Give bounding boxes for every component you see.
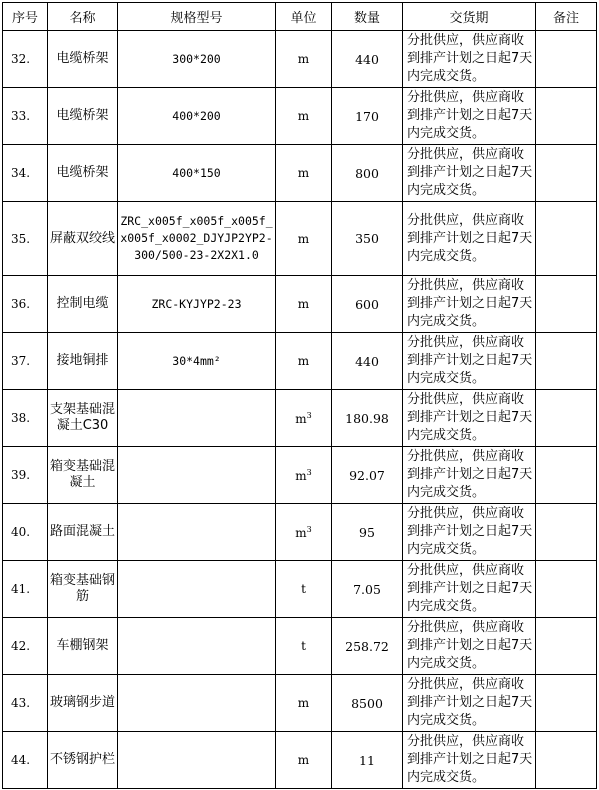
table-row	[3, 447, 597, 504]
cell-delivery: 分批供应，供应商收到排产计划之日起7天内完成交货。	[403, 390, 536, 447]
cell-unit	[276, 202, 332, 276]
cell-unit	[276, 447, 332, 504]
cell-seq: 42.	[3, 618, 48, 675]
cell-qty: 11	[332, 732, 403, 789]
cell-unit	[276, 561, 332, 618]
cell-seq: 40.	[3, 504, 48, 561]
cell-spec	[118, 561, 276, 618]
cell-note	[536, 675, 597, 732]
cell-spec	[118, 504, 276, 561]
cell-spec: 400*200	[118, 88, 276, 145]
table-row	[3, 88, 597, 145]
unit-text: m	[297, 231, 310, 246]
table-row	[3, 504, 597, 561]
table-row	[3, 732, 597, 789]
cell-qty: 440	[332, 31, 403, 88]
cell-name: 路面混凝土	[48, 504, 118, 561]
cell-note	[536, 561, 597, 618]
cell-delivery: 分批供应，供应商收到排产计划之日起7天内完成交货。	[403, 202, 536, 276]
cell-unit	[276, 88, 332, 145]
cell-spec: ZRC-KYJYP2-23	[118, 276, 276, 333]
cell-delivery: 分批供应，供应商收到排产计划之日起7天内完成交货。	[403, 31, 536, 88]
table-row	[3, 31, 597, 88]
header-note: 备注	[536, 3, 597, 31]
cell-spec	[118, 618, 276, 675]
cell-note	[536, 276, 597, 333]
unit-text: m	[297, 696, 310, 710]
cell-seq: 35.	[3, 202, 48, 276]
unit-text: m	[295, 411, 307, 426]
unit-text: m	[295, 525, 307, 540]
cell-spec: ZRC_x005f_x005f_x005f_x005f_x0002_DJYJP2YP2-300/500-23-2X2X1.0	[118, 202, 276, 276]
cell-seq: 43.	[3, 675, 48, 732]
cell-unit	[276, 732, 332, 789]
cell-name: 箱变基础钢筋	[48, 561, 118, 618]
cell-seq: 38.	[3, 390, 48, 447]
unit-text: m	[297, 52, 310, 66]
cell-name: 接地铜排	[48, 333, 118, 390]
cell-unit	[276, 390, 332, 447]
cell-seq: 36.	[3, 276, 48, 333]
table-row	[3, 276, 597, 333]
cell-seq: 41.	[3, 561, 48, 618]
cell-delivery: 分批供应，供应商收到排产计划之日起7天内完成交货。	[403, 447, 536, 504]
cell-note	[536, 390, 597, 447]
unit-superscript: 3	[306, 410, 312, 420]
table-row	[3, 618, 597, 675]
table-row	[3, 390, 597, 447]
cell-name: 电缆桥架	[48, 145, 118, 202]
cell-delivery: 分批供应，供应商收到排产计划之日起7天内完成交货。	[403, 675, 536, 732]
header-unit: 单位	[276, 3, 332, 31]
cell-qty: 7.05	[332, 561, 403, 618]
cell-qty: 800	[332, 145, 403, 202]
cell-note	[536, 732, 597, 789]
cell-spec	[118, 732, 276, 789]
cell-unit	[276, 333, 332, 390]
cell-delivery: 分批供应，供应商收到排产计划之日起7天内完成交货。	[403, 276, 536, 333]
table-body	[3, 31, 597, 789]
table-row	[3, 202, 597, 276]
cell-qty: 95	[332, 504, 403, 561]
cell-qty: 170	[332, 88, 403, 145]
cell-delivery: 分批供应，供应商收到排产计划之日起7天内完成交货。	[403, 732, 536, 789]
unit-text: m	[295, 468, 307, 483]
cell-seq: 32.	[3, 31, 48, 88]
cell-note	[536, 333, 597, 390]
unit-text: m	[297, 166, 310, 180]
cell-unit	[276, 276, 332, 333]
cell-seq: 33.	[3, 88, 48, 145]
cell-unit	[276, 618, 332, 675]
cell-note	[536, 202, 597, 276]
cell-name: 箱变基础混凝土	[48, 447, 118, 504]
unit-text: m	[297, 354, 310, 368]
cell-spec: 300*200	[118, 31, 276, 88]
unit-text: m	[297, 109, 310, 123]
header-name: 名称	[48, 3, 118, 31]
cell-qty: 350	[332, 202, 403, 276]
cell-qty: 8500	[332, 675, 403, 732]
table-row	[3, 145, 597, 202]
table-row	[3, 561, 597, 618]
cell-delivery: 分批供应，供应商收到排产计划之日起7天内完成交货。	[403, 504, 536, 561]
cell-qty: 92.07	[332, 447, 403, 504]
cell-spec: 30*4mm²	[118, 333, 276, 390]
cell-delivery: 分批供应，供应商收到排产计划之日起7天内完成交货。	[403, 561, 536, 618]
cell-qty: 258.72	[332, 618, 403, 675]
header-delivery: 交货期	[403, 3, 536, 31]
cell-note	[536, 145, 597, 202]
cell-name: 控制电缆	[48, 276, 118, 333]
header-row	[3, 3, 597, 31]
unit-text: t	[301, 639, 306, 653]
cell-name: 不锈钢护栏	[48, 732, 118, 789]
cell-spec: 400*150	[118, 145, 276, 202]
cell-unit	[276, 31, 332, 88]
cell-note	[536, 618, 597, 675]
cell-note	[536, 88, 597, 145]
unit-text: m	[297, 753, 310, 767]
cell-name: 车棚钢架	[48, 618, 118, 675]
cell-spec	[118, 390, 276, 447]
cell-note	[536, 504, 597, 561]
cell-spec	[118, 675, 276, 732]
cell-qty: 600	[332, 276, 403, 333]
cell-qty: 180.98	[332, 390, 403, 447]
cell-unit	[276, 504, 332, 561]
table-row	[3, 675, 597, 732]
unit-superscript: 3	[306, 524, 312, 534]
cell-unit	[276, 145, 332, 202]
table-row	[3, 333, 597, 390]
header-qty: 数量	[332, 3, 403, 31]
cell-name: 支架基础混凝土C30	[48, 390, 118, 447]
cell-qty: 440	[332, 333, 403, 390]
cell-delivery: 分批供应，供应商收到排产计划之日起7天内完成交货。	[403, 145, 536, 202]
unit-text: t	[301, 582, 306, 596]
header-spec: 规格型号	[118, 3, 276, 31]
cell-note	[536, 447, 597, 504]
cell-unit	[276, 675, 332, 732]
cell-note	[536, 31, 597, 88]
cell-seq: 44.	[3, 732, 48, 789]
cell-seq: 39.	[3, 447, 48, 504]
header-seq: 序号	[3, 3, 48, 31]
cell-spec	[118, 447, 276, 504]
cell-seq: 34.	[3, 145, 48, 202]
cell-delivery: 分批供应，供应商收到排产计划之日起7天内完成交货。	[403, 618, 536, 675]
cell-name: 电缆桥架	[48, 31, 118, 88]
cell-delivery: 分批供应，供应商收到排产计划之日起7天内完成交货。	[403, 88, 536, 145]
materials-table	[2, 2, 597, 789]
unit-superscript: 3	[306, 467, 312, 477]
cell-seq: 37.	[3, 333, 48, 390]
cell-name: 电缆桥架	[48, 88, 118, 145]
unit-text: m	[297, 297, 310, 311]
cell-name: 屏蔽双绞线	[48, 202, 118, 276]
cell-delivery: 分批供应，供应商收到排产计划之日起7天内完成交货。	[403, 333, 536, 390]
cell-name: 玻璃钢步道	[48, 675, 118, 732]
